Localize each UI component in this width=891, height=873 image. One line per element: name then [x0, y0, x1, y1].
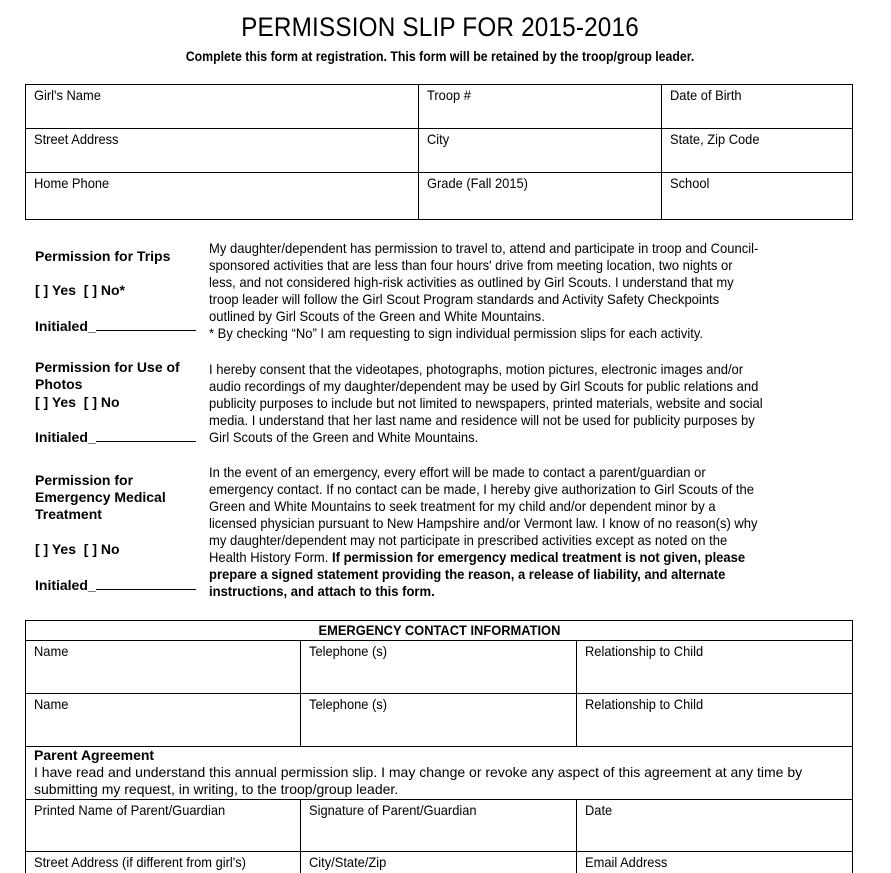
parent-agreement-title: Parent Agreement [34, 747, 155, 763]
trips-heading: Permission for Trips [35, 248, 171, 264]
emergency-contact-header: EMERGENCY CONTACT INFORMATION [26, 621, 853, 641]
girl-info-table [25, 84, 853, 220]
photos-initialed-field[interactable]: Initialed_ [35, 428, 196, 446]
table-row [26, 621, 853, 641]
contact2-relationship-field[interactable]: Relationship to Child [577, 694, 853, 747]
medical-permission-label: Permission for Emergency Medical Treatment [35, 472, 166, 522]
trips-initialed-field[interactable]: Initialed_ [35, 317, 196, 335]
trips-permission-text: My daughter/dependent has permission to travel to, attend and participate in troop and Council- sponsored activities that are less than four hours' drive from meeting location, two nights or less, and not considered high-risk activities as outlined by Girl Scouts. I understand that my troop leader will follow the Girl Scout Program standards and Activity Safety Checkpoints outlined by Girl Scouts of the Green and White Mountains. * By checking “No” I am requesting to sign individual permission slips for each activity. [209, 240, 759, 341]
table-row [26, 800, 853, 852]
medical-yes-no-checkbox[interactable]: [ ] Yes [ ] No [35, 541, 120, 557]
contact2-name-field[interactable]: Name [26, 694, 301, 747]
city-field[interactable]: City [419, 129, 662, 173]
date-of-birth-field[interactable]: Date of Birth [662, 85, 853, 129]
parent-agreement-text: I have read and understand this annual permission slip. I may change or revoke any aspect of this agreement at any time by submitting my request, in writing, to the troop/group leader. [34, 764, 803, 797]
table-row [26, 641, 853, 694]
photos-permission-label: Permission for Use of Photos [35, 359, 180, 392]
page-subtitle: Complete this form at registration. This form will be retained by the troop/group leader. [185, 48, 695, 64]
parent-signature-field[interactable]: Signature of Parent/Guardian [301, 800, 577, 852]
table-row [26, 694, 853, 747]
initial-line [96, 576, 196, 590]
page-title: PERMISSION SLIP FOR 2015-2016 [241, 12, 639, 42]
grade-field[interactable]: Grade (Fall 2015) [419, 173, 662, 220]
girls-name-field[interactable]: Girl's Name [26, 85, 419, 129]
contact2-telephone-field[interactable]: Telephone (s) [301, 694, 577, 747]
initial-line [96, 428, 196, 442]
contact1-name-field[interactable]: Name [26, 641, 301, 694]
contact1-telephone-field[interactable]: Telephone (s) [301, 641, 577, 694]
parent-agreement [26, 747, 853, 800]
trips-yes-no-checkbox[interactable]: [ ] Yes [ ] No* [35, 282, 125, 298]
troop-number-field[interactable]: Troop # [419, 85, 662, 129]
medical-warning-text: If permission for emergency medical treatment is not given, please [331, 549, 746, 565]
contact1-relationship-field[interactable]: Relationship to Child [577, 641, 853, 694]
photos-permission-text: I hereby consent that the videotapes, photographs, motion pictures, electronic images and/or audio recordings of my daughter/dependent may be used by Girl Scouts for public relations and publicity purposes to include but not limited to newspapers, printed materials, website and social media. I understand that her last name and residence will not be used for publicity purposes by Girl Scouts of the Green and White Mountains. [209, 361, 763, 445]
home-phone-field[interactable]: Home Phone [26, 173, 419, 220]
table-row [26, 173, 853, 220]
table-row [26, 852, 853, 873]
medical-permission-text: In the event of an emergency, every effort will be made to contact a parent/guardian or emergency contact. If no contact can be made, I hereby give authorization to Girl Scouts of the Green and White Mountains to seek treatment for my child and/or dependent minor by a licensed physician pursuant to New Hampshire and/or Vermont law. I know of no reason(s) why my daughter/dependent may not participate in prescribed activities except as noted on the Health History Form. If permission for emergency medical treatment is not given, please prepare a signed statement providing the reason, a release of liability, and alternate instructions, and attach to this form. [209, 464, 758, 599]
parent-city-state-zip-field[interactable]: City/State/Zip [301, 852, 577, 873]
initial-line [96, 317, 196, 331]
state-zip-field[interactable]: State, Zip Code [662, 129, 853, 173]
table-row [26, 129, 853, 173]
street-address-field[interactable]: Street Address [26, 129, 419, 173]
trips-permission-label [35, 248, 170, 265]
emergency-contact-table [25, 620, 853, 873]
school-field[interactable]: School [662, 173, 853, 220]
photos-yes-no-checkbox[interactable]: [ ] Yes [ ] No [35, 394, 120, 410]
table-row [26, 85, 853, 129]
parent-printed-name-field[interactable]: Printed Name of Parent/Guardian [26, 800, 301, 852]
table-row [26, 747, 853, 800]
date-field[interactable]: Date [577, 800, 853, 852]
medical-initialed-field[interactable]: Initialed_ [35, 576, 196, 594]
parent-street-address-field[interactable]: Street Address (if different from girl's) [26, 852, 301, 873]
email-address-field[interactable]: Email Address [577, 852, 853, 873]
